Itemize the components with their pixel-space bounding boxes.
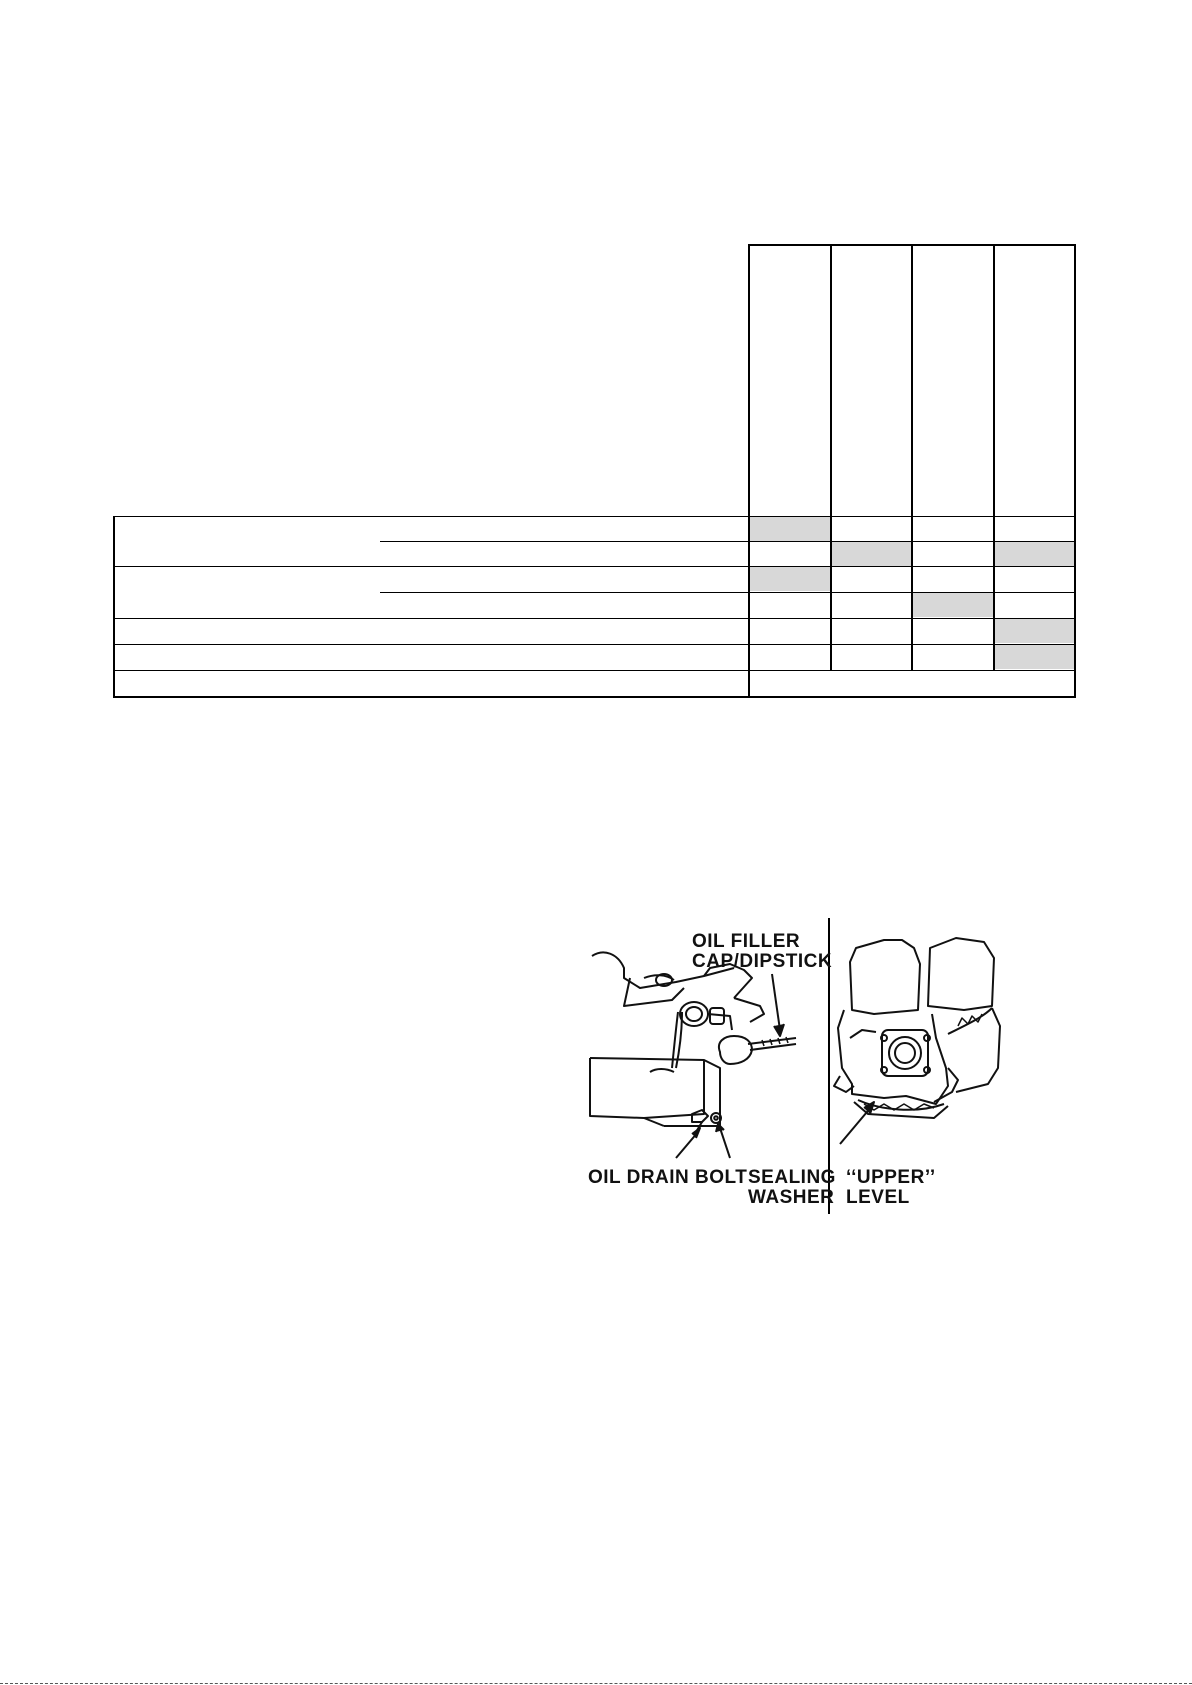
table-column-rule: [748, 244, 750, 697]
table-column-rule: [993, 244, 995, 671]
table-cell-shaded: [994, 645, 1074, 669]
table-cell-shaded: [912, 593, 993, 617]
table-column-rule: [830, 244, 832, 671]
table-row-rule: [113, 516, 1076, 517]
table-column-rule: [911, 244, 913, 671]
table-row-rule: [380, 541, 1076, 542]
upper-level-label: ‘‘UPPER’’ LEVEL: [846, 1167, 936, 1208]
table-cell-shaded: [831, 542, 911, 566]
oil-filler-label: OIL FILLER CAP/DIPSTICK: [692, 931, 833, 972]
table-cell-shaded: [749, 517, 830, 541]
table-row-rule: [113, 644, 1076, 645]
table-cell-shaded: [749, 567, 830, 591]
table-row-rule: [113, 670, 1076, 671]
oil-drain-bolt-label: OIL DRAIN BOLT: [588, 1167, 748, 1188]
table-column-rule: [1074, 244, 1076, 697]
table-row-rule: [113, 566, 1076, 567]
oil-change-figure: [584, 918, 1084, 1214]
table-row-rule: [113, 618, 1076, 619]
page-bottom-rule: [0, 1683, 1192, 1684]
sealing-washer-label: SEALING WASHER: [748, 1167, 836, 1208]
table-bottom-border: [113, 696, 1076, 698]
table-cell-shaded: [994, 619, 1074, 643]
maintenance-schedule-table: [0, 0, 1192, 700]
table-cell-shaded: [994, 542, 1074, 566]
table-row-rule: [380, 592, 1076, 593]
